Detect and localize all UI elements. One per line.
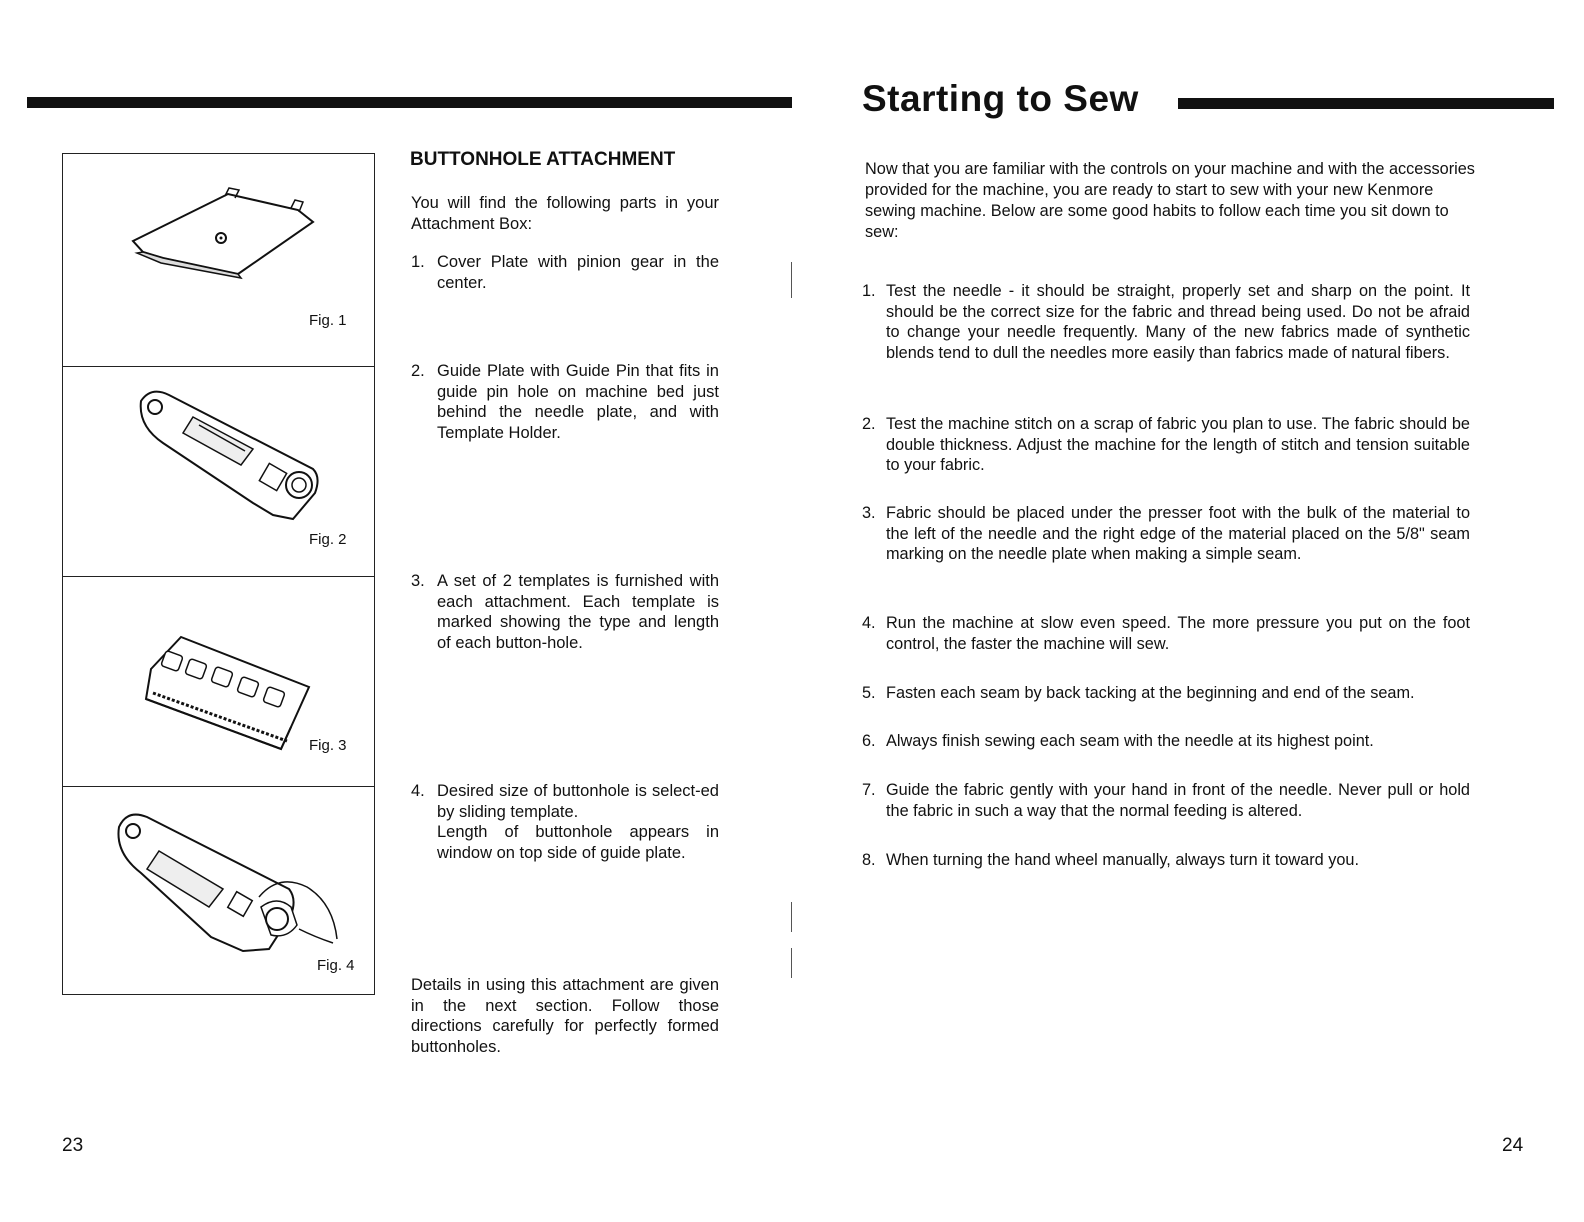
item-text: Always finish sewing each seam with the needle at its highest point.	[886, 732, 1374, 750]
item-text: Cover Plate with pinion gear in the center.	[437, 253, 719, 292]
item-text: Fabric should be placed under the presser foot with the bulk of the material to the left of the needle and the right edge of the material placed on the 5/8" seam marking on the needle plate when making a simple seam.	[886, 504, 1470, 564]
fig-2-label: Fig. 2	[309, 531, 347, 548]
item-number: 2.	[862, 415, 876, 433]
page-number-left: 23	[62, 1135, 84, 1156]
hand-sliding-template-illustration-icon	[111, 803, 341, 963]
right-list-item-5	[862, 683, 1470, 704]
right-list-item-2	[862, 414, 1470, 476]
item-number: 5.	[862, 684, 876, 702]
figure-panel	[62, 153, 375, 995]
left-list-item-3	[411, 571, 719, 653]
figure-4	[63, 786, 374, 996]
item-text: Test the machine stitch on a scrap of fabric you plan to use. The fabric should be double thickness. Adjust the machine for the length of stitch and tension suitable to your fabric.	[886, 415, 1470, 475]
left-list-item-2	[411, 361, 719, 443]
item-text: Guide Plate with Guide Pin that fits in guide pin hole on machine bed just behind the needle plate, and with Template Holder.	[437, 362, 719, 442]
right-list-item-7	[862, 780, 1470, 821]
item-number: 3.	[862, 504, 876, 522]
figure-2	[63, 366, 374, 576]
cover-plate-illustration-icon	[123, 186, 323, 286]
fig-3-label: Fig. 3	[309, 737, 347, 754]
right-list-item-1	[862, 281, 1470, 364]
item-text: When turning the hand wheel manually, always turn it toward you.	[886, 851, 1360, 869]
item-number: 3.	[411, 572, 425, 590]
item-number: 7.	[862, 781, 876, 799]
item-number: 2.	[411, 362, 425, 380]
right-list-item-6	[862, 731, 1470, 752]
item-text-continued: Length of buttonhole appears in window on top side of guide plate.	[437, 823, 719, 862]
item-text: A set of 2 templates is furnished with each attachment. Each template is marked showing the type and length of each button-hole.	[437, 572, 719, 652]
figure-3	[63, 576, 374, 786]
left-list-item-1	[411, 252, 719, 293]
item-text: Desired size of buttonhole is select-ed by sliding template.	[437, 782, 719, 821]
item-number: 1.	[862, 282, 876, 300]
item-text: Test the needle - it should be straight, properly set and sharp on the point. It should be the correct size for the fabric and thread being used. Do not be afraid to change your needle frequently. Many of the new fabrics made of synthetic blends tend to dull the needles more easily than fabrics made of natural fibers.	[886, 282, 1470, 363]
left-closing: Details in using this attachment are given in the next section. Follow those directions carefully for perfectly formed buttonholes.	[411, 976, 719, 1056]
fig-4-label: Fig. 4	[317, 957, 355, 974]
right-list-item-3	[862, 503, 1470, 565]
item-text: Fasten each seam by back tacking at the beginning and end of the seam.	[886, 684, 1415, 702]
item-number: 8.	[862, 851, 876, 869]
right-list-item-8	[862, 850, 1470, 871]
item-text: Guide the fabric gently with your hand in front of the needle. Never pull or hold the fabric in such a way that the normal feeding is altered.	[886, 781, 1470, 820]
right-list-item-4	[862, 613, 1470, 654]
item-number: 1.	[411, 253, 425, 271]
item-text: Run the machine at slow even speed. The more pressure you put on the foot control, the faster the machine will sew.	[886, 614, 1470, 653]
fig-1-label: Fig. 1	[309, 312, 347, 329]
binding-mark	[791, 262, 792, 298]
templates-illustration-icon	[141, 629, 316, 754]
item-number: 4.	[411, 782, 425, 800]
binding-mark	[791, 948, 792, 978]
left-intro: You will find the following parts in your Attachment Box:	[411, 194, 719, 233]
header-rule-right	[1178, 98, 1554, 109]
header-rule-left	[27, 97, 792, 108]
item-number: 6.	[862, 732, 876, 750]
binding-mark	[791, 902, 792, 932]
figure-1	[63, 154, 374, 366]
page-title: Starting to Sew	[862, 78, 1139, 119]
page-number-right: 24	[1502, 1135, 1524, 1156]
guide-plate-illustration-icon	[133, 381, 333, 531]
right-intro: Now that you are familiar with the controls on your machine and with the accessories provided for the machine, you are ready to start to sew with your new Kenmore sewing machine. Below are some good habits to follow each time you sit down to sew:	[865, 160, 1475, 241]
section-heading: BUTTONHOLE ATTACHMENT	[410, 149, 676, 170]
item-number: 4.	[862, 614, 876, 632]
left-list-item-4	[411, 781, 719, 863]
